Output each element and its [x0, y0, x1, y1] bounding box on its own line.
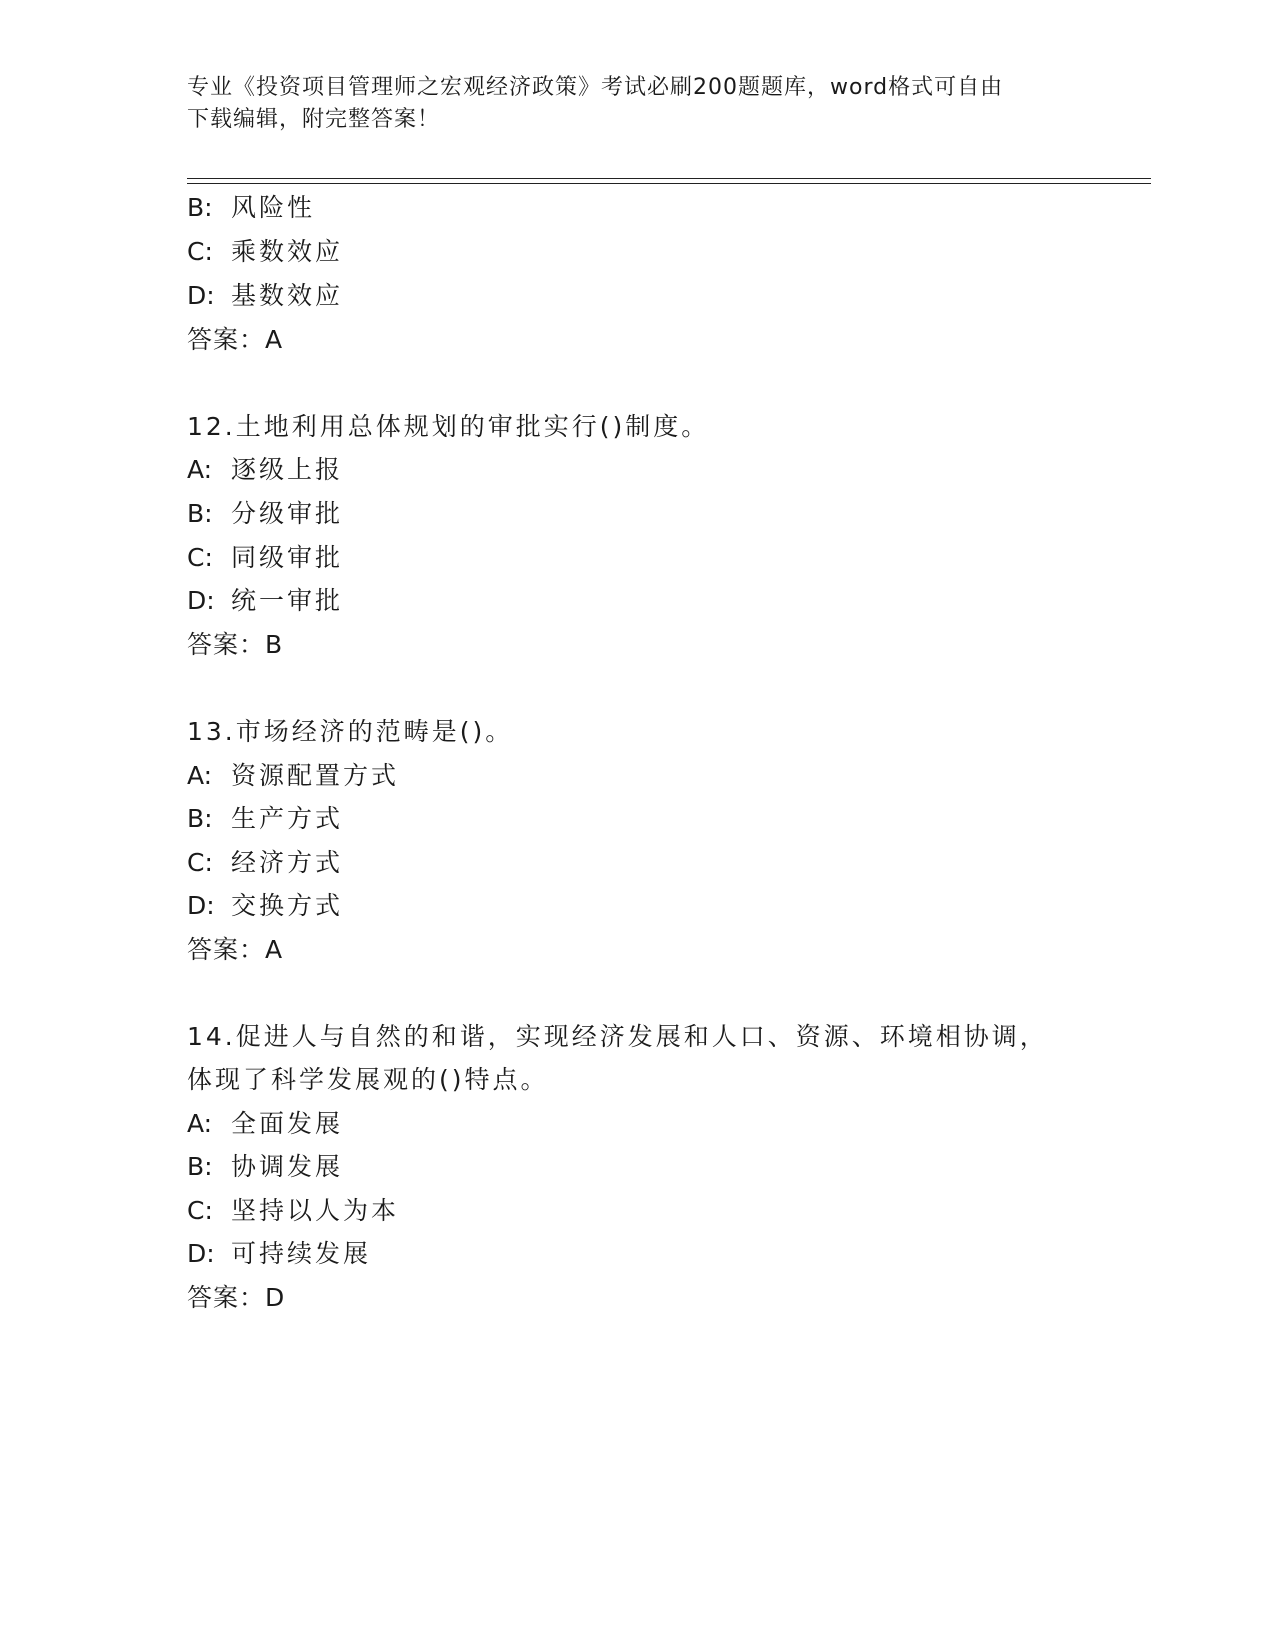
option-letter: C:: [187, 543, 213, 572]
option-a: [187, 761, 399, 791]
header-divider-top: [187, 178, 1151, 179]
option-b: [187, 1152, 343, 1182]
option-text: 协调发展: [231, 1152, 344, 1181]
option-text: 生产方式: [231, 804, 344, 833]
question-12-stem: 12.土地利用总体规划的审批实行()制度。: [187, 412, 710, 441]
option-letter: B:: [187, 804, 213, 833]
option-letter: C:: [187, 848, 213, 877]
option-text: 分级审批: [231, 499, 344, 528]
option-letter: C:: [187, 237, 213, 266]
option-letter: A:: [187, 455, 213, 484]
option-text: 基数效应: [231, 281, 344, 310]
option-b: [187, 804, 343, 834]
answer-line: 答案：D: [187, 1283, 286, 1312]
option-d: [187, 586, 343, 616]
option-text: 全面发展: [231, 1109, 344, 1138]
option-c: [187, 848, 343, 878]
option-c: [187, 1196, 399, 1226]
option-letter: D:: [187, 1239, 215, 1268]
option-text: 风险性: [231, 193, 316, 222]
option-letter: B:: [187, 1152, 213, 1181]
option-letter: A:: [187, 761, 213, 790]
option-letter: C:: [187, 1196, 213, 1225]
option-c: [187, 543, 343, 573]
option-letter: A:: [187, 1109, 213, 1138]
option-text: 交换方式: [231, 891, 344, 920]
option-letter: D:: [187, 586, 215, 615]
option-d: [187, 281, 343, 311]
option-text: 可持续发展: [231, 1239, 372, 1268]
question-13-stem: 13.市场经济的范畴是()。: [187, 717, 514, 746]
option-text: 乘数效应: [231, 237, 344, 266]
option-text: 经济方式: [231, 848, 344, 877]
answer-line: 答案：B: [187, 630, 284, 659]
option-text: 逐级上报: [231, 455, 344, 484]
option-text: 同级审批: [231, 543, 344, 572]
option-d: [187, 1239, 371, 1269]
answer-line: 答案：A: [187, 935, 284, 964]
answer-line: 答案：A: [187, 325, 284, 354]
header-divider-bottom: [187, 183, 1151, 184]
header-line-1: 专业《投资项目管理师之宏观经济政策》考试必刷200题题库，word格式可自由: [187, 75, 1004, 100]
option-text: 坚持以人为本: [231, 1196, 400, 1225]
header-line-2: 下载编辑，附完整答案！: [187, 107, 441, 132]
question-14-stem-line-1: 14.促进人与自然的和谐，实现经济发展和人口、资源、环境相协调，: [187, 1022, 1048, 1051]
option-b: [187, 499, 343, 529]
document-header: [187, 72, 1067, 136]
option-letter: D:: [187, 281, 215, 310]
option-b: [187, 193, 315, 223]
option-letter: B:: [187, 499, 213, 528]
option-a: [187, 455, 343, 485]
option-d: [187, 891, 343, 921]
option-text: 资源配置方式: [231, 761, 400, 790]
option-letter: B:: [187, 193, 213, 222]
option-c: [187, 237, 343, 267]
option-text: 统一审批: [231, 586, 344, 615]
question-14-stem-line-2: 体现了科学发展观的()特点。: [187, 1065, 549, 1094]
option-letter: D:: [187, 891, 215, 920]
option-a: [187, 1109, 343, 1139]
